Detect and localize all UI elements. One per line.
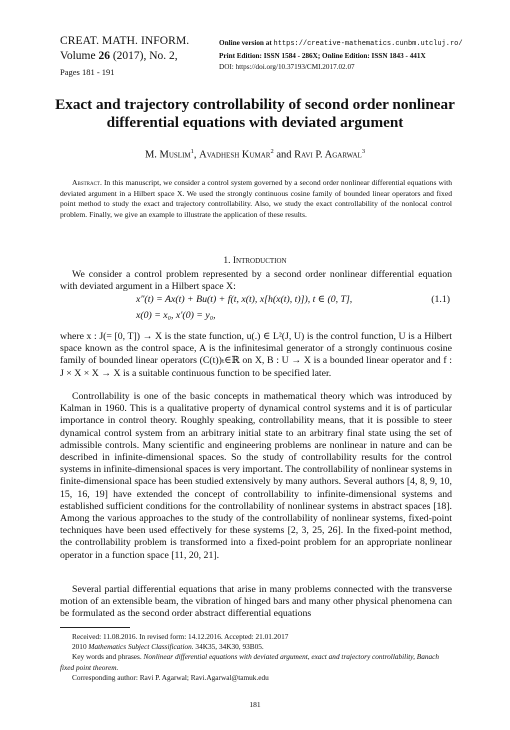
msc-classification: 2010 Mathematics Subject Classification. 34K35, 34K30, 93B05. [72,642,264,652]
keywords: Key words and phrases. Nonlinear differential equations with deviated argument, exact and trajectory controllability, Banach fixed point theorem. [60,652,440,672]
journal-name: CREAT. MATH. INFORM. [60,35,190,47]
intro-paragraph-1: We consider a control problem represented by a second order nonlinear differential equation with deviated argument in a Hilbert space X: [60,269,452,293]
equation-line-2: x(0) = x₀, x′(0) = y₀, [136,310,216,321]
paper-title: Exact and trajectory controllability of second order nonlinear differential equations with deviated argument [55,96,455,131]
doi-link[interactable]: DOI: https://doi.org/10.37193/CMI.2017.02.07 [219,63,355,71]
intro-paragraph-3: Controllability is one of the basic concepts in mathematical theory which was introduced by Kalman in 1960. This is a qualitative property of dynamical control systems and it is of particular importance in control theory. Roughly speaking, controllability means, that it is possible to steer dynamical control system from an arbitrary initial state to an arbitrary final state using the set of admissible controls. Many scientific and engineering problems are nonlinear in nature and can be described in infinite-dimensional spaces. So the study of controllability results for the control systems in infinite-dimensional spaces is very important. The controllability of nonlinear systems in finite-dimensional space has been studied extensively by many authors. Several authors [4, 8, 9, 10, 15, 16, 19] have extended the concept of controllability to infinite-dimensional systems and established sufficient conditions for the controllability of nonlinear systems in abstract spaces [18]. Among the various approaches to the study of the controllability of nonlinear systems, fixed-point techniques have been used effectively for these systems [2, 3, 25, 26]. In the fixed-point method, the controllability problem is transformed into a fixed-point problem for an appropriate nonlinear operator in a function space [11, 20, 21]. [60,391,452,561]
journal-header [60,34,235,79]
journal-volume: Volume 26 (2017), No. 2, [60,50,178,62]
author-1: M. Muslim [144,149,191,161]
equation-line-1: x″(t) = Ax(t) + Bu(t) + f(t, x(t), x[h(x(t), t)]), t ∈ (0, T], [136,294,353,305]
abstract-text: In this manuscript, we consider a control system governed by a second order nonlinear differential equations with deviated argument in a Hilbert space X. We used the strongly continuous cosine family of bounded linear operators and fixed point method to study the exact and trajectory controllability. Also, we study the exact controllability of the nonlocal control problem. Finally, we give an example to illustrate the application of these results. [60,178,452,219]
abstract [60,178,452,220]
author-3: Ravi P. Agarwal [294,149,362,161]
publication-info [219,38,499,74]
online-url-link[interactable]: https://creative-mathematics.cunbm.utcluj.ro/ [273,40,463,48]
author-list: M. Muslim$^1$, Avadhesh Kumar$^2$ and Ravi P. Agarwal$^3$ [144,148,366,161]
received-dates: Received: 11.08.2016. In revised form: 14.12.2016. Accepted: 21.01.2017 [72,632,289,641]
section-heading: 1. Introduction [223,256,287,266]
abstract-label: Abstract. [72,178,102,187]
equation-1-1 [60,294,452,324]
footnote-divider [60,627,130,628]
page-number: 181 [249,700,261,709]
intro-paragraph-4: Several partial differential equations that arise in many problems connected with the transverse motion of an extensible beam, the vibration of hinged bars and many other physical phenomena can be formulated as the second order abstract differential equations [60,584,452,620]
equation-number: (1.1) [431,294,450,305]
footnotes [60,632,452,683]
corresponding-author: Corresponding author: Ravi P. Agarwal; Ravi.Agarwal@tamuk.edu [72,672,269,682]
author-2: Avadhesh Kumar [199,149,271,161]
intro-paragraph-2: where x : J(= [0, T]) → X is the state function, u(.) ∈ L²(J, U) is the control function, U is a Hilbert space known as the control space, A is the infinitesimal generator of a strongly continuous cosine family of bounded linear operators (C(t))ₜ∈ℝ on X, B : U → X is a bounded linear operator and f : J × X × X → X is a suitable continuous function to be specified later. [60,331,452,379]
issn-line: Print Edition: ISSN 1584 - 286X; Online Edition: ISSN 1843 - 441X [219,51,426,60]
journal-pages: Pages 181 - 191 [60,67,115,77]
online-version-line: Online version at https://creative-mathematics.cunbm.utcluj.ro/ [219,39,463,48]
